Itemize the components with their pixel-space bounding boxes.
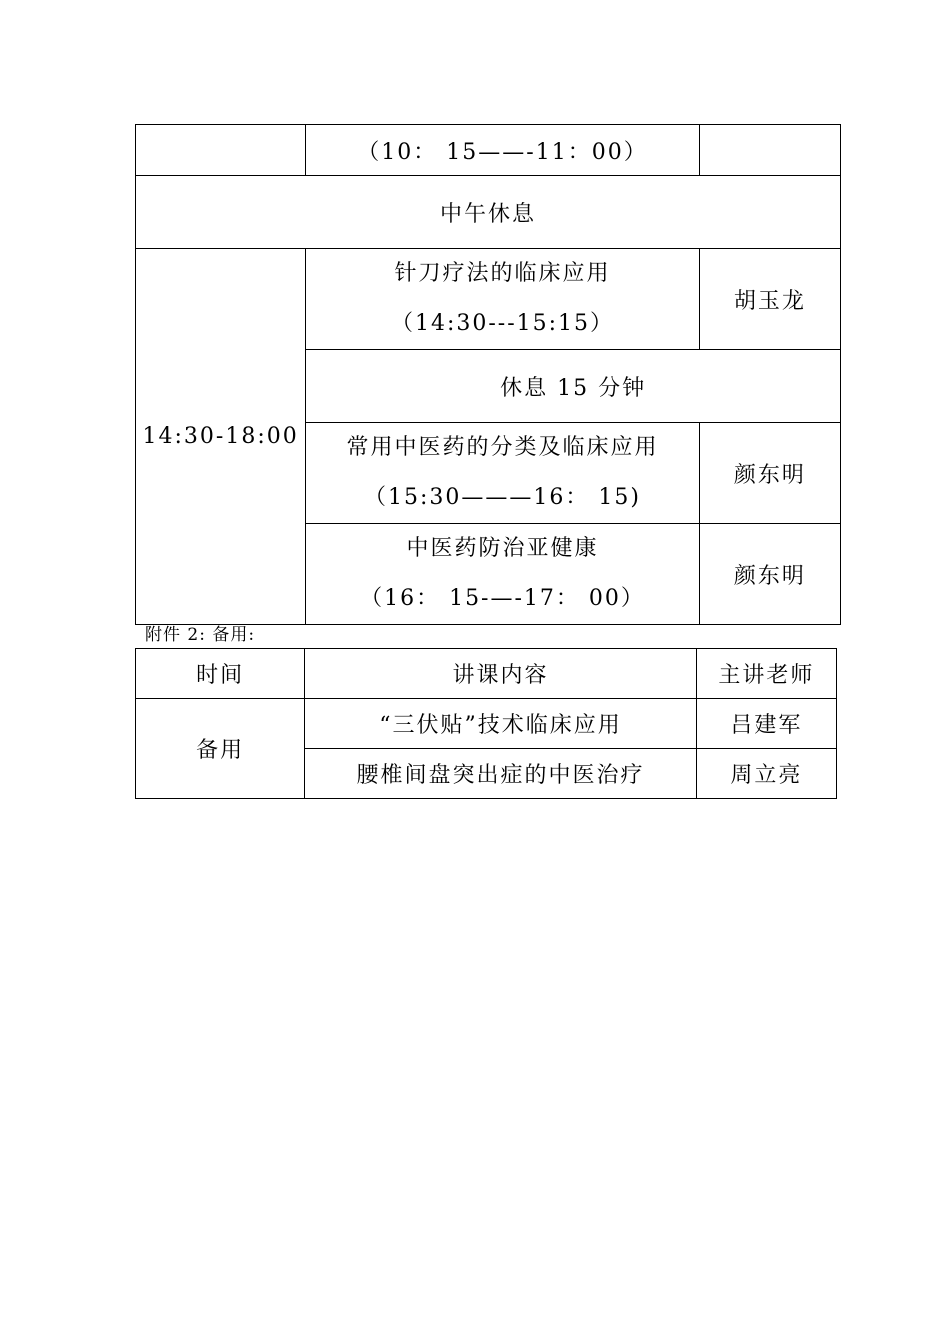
course-cell: 腰椎间盘突出症的中医治疗 — [305, 749, 697, 799]
table-row — [136, 249, 841, 350]
lecturer-cell — [699, 125, 840, 176]
lecturer-cell: 周立亮 — [696, 749, 836, 799]
session-title: 常用中医药的分类及临床应用 — [346, 435, 659, 460]
header-time: 时间 — [136, 649, 305, 699]
session-cell — [306, 524, 700, 625]
session-title: 中医药防治亚健康 — [406, 536, 599, 561]
session-title: 针刀疗法的临床应用 — [394, 261, 611, 286]
break-cell: 休息 15 分钟 — [306, 350, 841, 423]
schedule-table — [135, 124, 841, 625]
lecturer-cell: 胡玉龙 — [699, 249, 840, 350]
table-row — [136, 699, 837, 749]
session-cell — [306, 423, 700, 524]
session-time: （16： 15-—-17： 00） — [360, 586, 645, 611]
attachment-caption: 附件 2: 备用: — [145, 625, 256, 645]
table-row — [136, 125, 841, 176]
time-cell — [136, 125, 306, 176]
lecturer-cell: 颜东明 — [699, 423, 840, 524]
header-content: 讲课内容 — [305, 649, 697, 699]
noon-break-cell: 中午休息 — [136, 176, 841, 249]
table-header-row — [136, 649, 837, 699]
session-time-cell: （10： 15——-11：00） — [306, 125, 700, 176]
session-time: （14:30---15:15） — [390, 311, 615, 336]
lecturer-cell: 颜东明 — [699, 524, 840, 625]
course-cell: “三伏贴”技术临床应用 — [305, 699, 697, 749]
table-row — [136, 176, 841, 249]
session-cell — [306, 249, 700, 350]
session-time: （15:30———16： 15) — [364, 485, 641, 510]
lecturer-cell: 吕建军 — [696, 699, 836, 749]
afternoon-time-cell: 14:30-18:00 — [136, 249, 306, 625]
backup-time-cell: 备用 — [136, 699, 305, 799]
backup-table — [135, 648, 837, 799]
header-lecturer: 主讲老师 — [696, 649, 836, 699]
